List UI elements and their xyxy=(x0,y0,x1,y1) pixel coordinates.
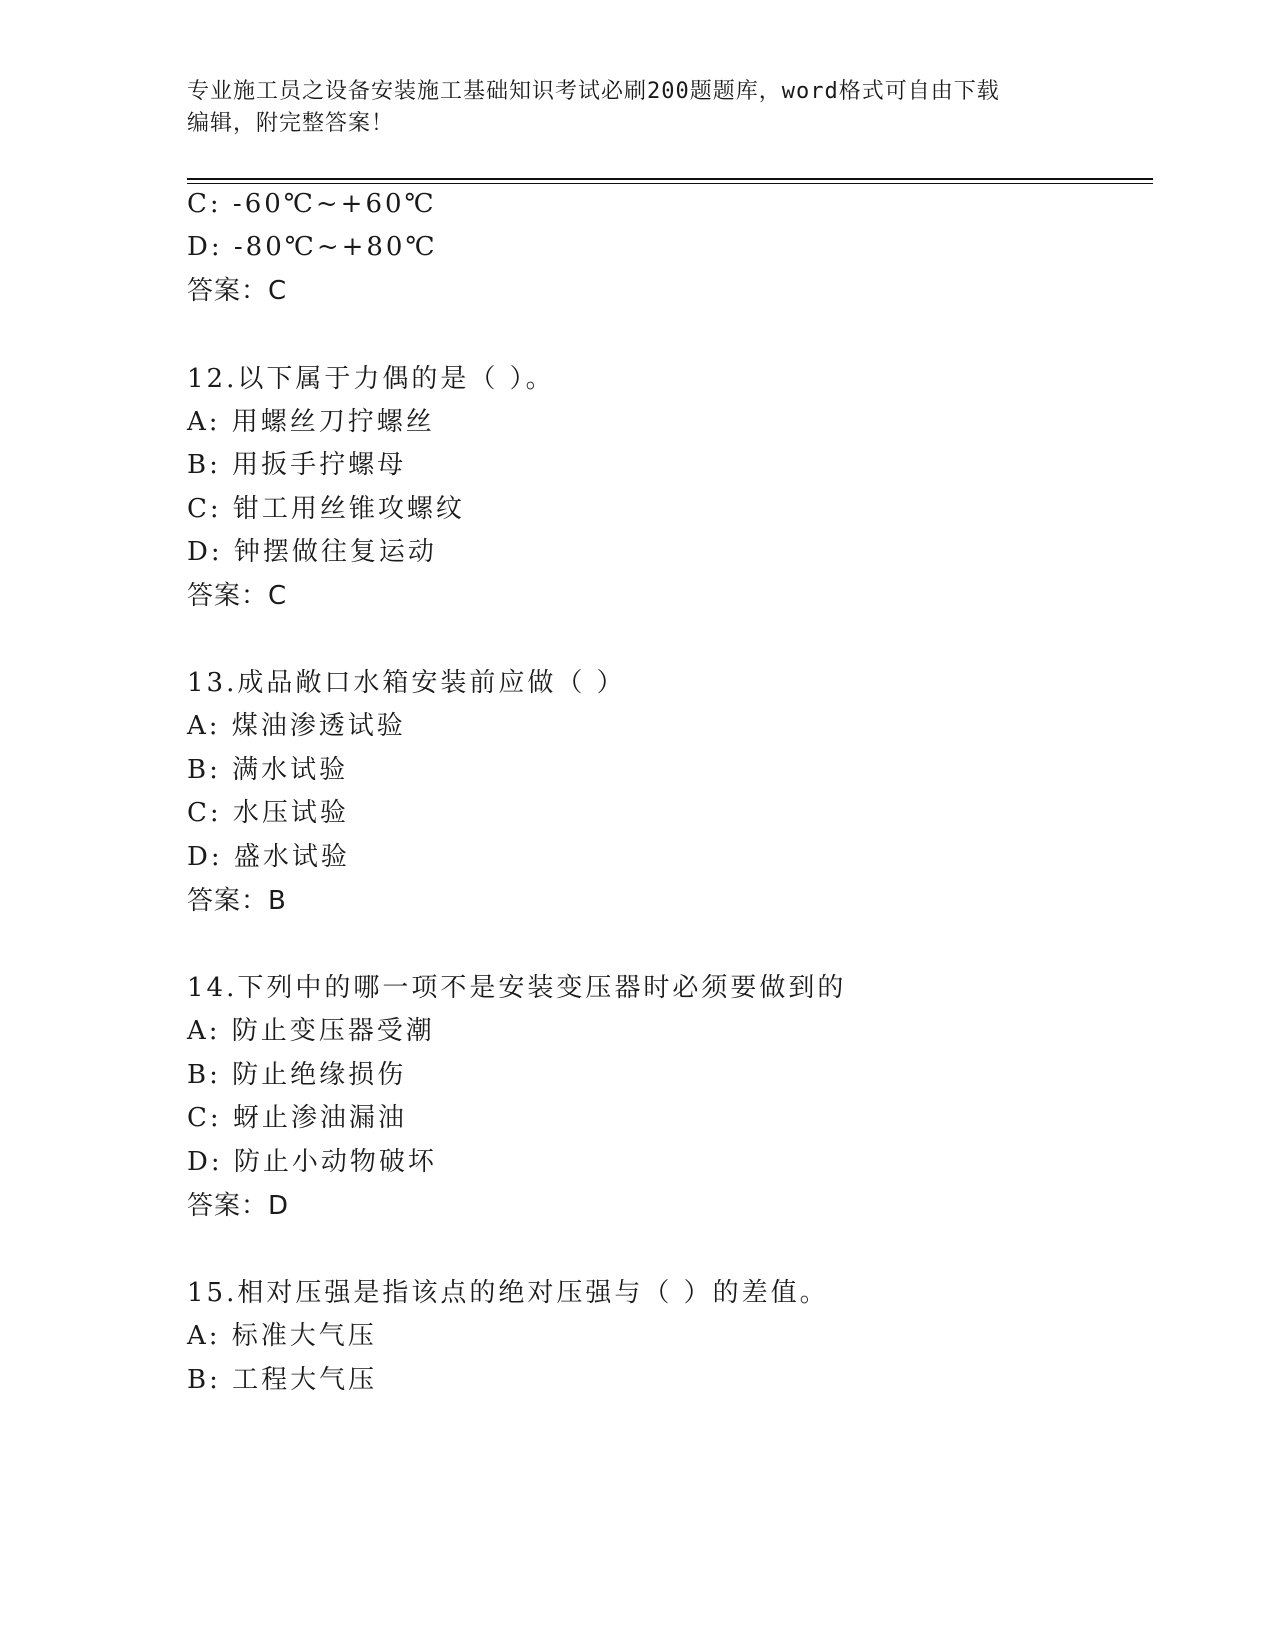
option-b: B: 防止绝缘损伤 xyxy=(187,1060,407,1090)
option-c: C: -60℃~+60℃ xyxy=(187,189,437,219)
question-stem: 14.下列中的哪一项不是安装变压器时必须要做到的 xyxy=(187,973,847,1003)
answer-line: 答案：C xyxy=(187,276,288,306)
option-c: C: 水压试验 xyxy=(187,798,349,828)
question-stem: 13.成品敞口水箱安装前应做（ ） xyxy=(187,668,626,698)
header-line-1: 专业施工员之设备安装施工基础知识考试必刷200题题库，word格式可自由下载 xyxy=(187,79,1000,104)
header-divider xyxy=(187,178,1153,180)
option-a: A: 用螺丝刀拧螺丝 xyxy=(187,407,435,437)
option-c: C: 钳工用丝锥攻螺纹 xyxy=(187,494,465,524)
option-c: C: 蚜止渗油漏油 xyxy=(187,1103,407,1133)
option-d: D: 盛水试验 xyxy=(187,842,350,872)
option-d: D: -80℃~+80℃ xyxy=(187,232,438,262)
option-a: A: 防止变压器受潮 xyxy=(187,1016,435,1046)
option-a: A: 煤油渗透试验 xyxy=(187,711,406,741)
option-a: A: 标准大气压 xyxy=(187,1321,377,1351)
header-divider-thin xyxy=(187,183,1153,184)
answer-line: 答案：D xyxy=(187,1191,290,1221)
header-line-2: 编辑，附完整答案！ xyxy=(187,111,395,136)
option-d: D: 防止小动物破坏 xyxy=(187,1147,437,1177)
answer-line: 答案：B xyxy=(187,886,287,916)
option-b: B: 满水试验 xyxy=(187,755,349,785)
option-b: B: 工程大气压 xyxy=(187,1365,378,1395)
option-b: B: 用扳手拧螺母 xyxy=(187,450,407,480)
answer-line: 答案：C xyxy=(187,581,288,611)
question-stem: 15.相对压强是指该点的绝对压强与（ ）的差值。 xyxy=(187,1278,829,1308)
option-d: D: 钟摆做往复运动 xyxy=(187,537,437,567)
document-header xyxy=(187,76,1067,140)
question-stem: 12.以下属于力偶的是（ ）。 xyxy=(187,364,555,394)
